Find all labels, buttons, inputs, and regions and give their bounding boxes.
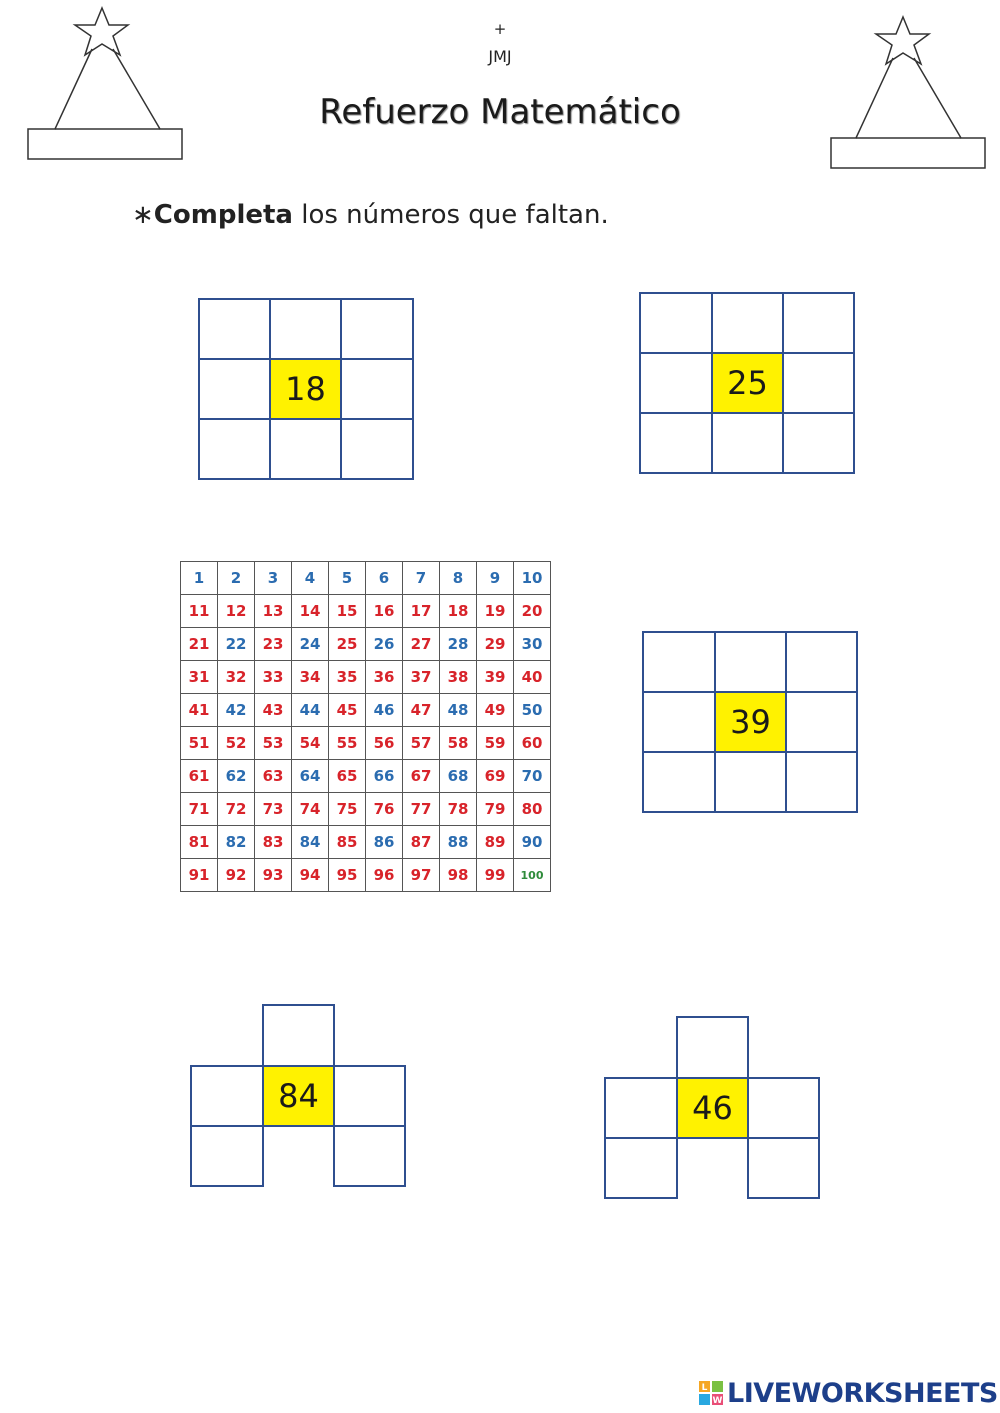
- answer-cell[interactable]: [639, 412, 713, 474]
- hundred-chart-cell: 31: [181, 661, 218, 694]
- hundred-chart-cell: 88: [440, 826, 477, 859]
- hundred-chart-cell: 18: [440, 595, 477, 628]
- initials: JMJ: [488, 47, 512, 66]
- brand-name: LIVEWORKSHEETS: [727, 1377, 998, 1409]
- answer-cell[interactable]: [639, 292, 713, 354]
- hundred-chart-cell: 27: [403, 628, 440, 661]
- hundred-chart-cell: 19: [477, 595, 514, 628]
- hundred-chart-cell: 98: [440, 859, 477, 892]
- hundred-chart-cell: 71: [181, 793, 218, 826]
- hundred-chart-cell: 99: [477, 859, 514, 892]
- hundred-chart-cell: 20: [514, 595, 551, 628]
- answer-cell[interactable]: [269, 298, 342, 360]
- liveworksheets-logo[interactable]: [698, 1376, 998, 1410]
- hundred-chart-cell: 75: [329, 793, 366, 826]
- answer-cell[interactable]: [642, 751, 716, 813]
- hundred-chart-cell: 55: [329, 727, 366, 760]
- hundred-chart-cell: 44: [292, 694, 329, 727]
- hundred-chart-cell: 53: [255, 727, 292, 760]
- answer-cell[interactable]: [340, 298, 414, 360]
- answer-cell[interactable]: [714, 751, 787, 813]
- hundred-chart-row: [181, 793, 551, 826]
- hundred-chart-cell: 33: [255, 661, 292, 694]
- hundred-chart-cell: 23: [255, 628, 292, 661]
- answer-cell[interactable]: [714, 631, 787, 693]
- hundred-chart-cell: 68: [440, 760, 477, 793]
- hundred-chart-cell: 49: [477, 694, 514, 727]
- hundred-chart-cell: 4: [292, 562, 329, 595]
- hundred-chart-cell: 45: [329, 694, 366, 727]
- answer-cell[interactable]: [747, 1137, 820, 1199]
- hundred-chart-cell: 40: [514, 661, 551, 694]
- answer-cell[interactable]: [782, 292, 855, 354]
- hundred-chart-row: [181, 694, 551, 727]
- cross-symbol: +: [493, 20, 507, 38]
- hundred-chart-cell: 78: [440, 793, 477, 826]
- hundred-chart-cell: 87: [403, 826, 440, 859]
- given-number-cell: 25: [711, 352, 784, 414]
- answer-cell[interactable]: [604, 1137, 678, 1199]
- answer-cell[interactable]: [198, 358, 271, 420]
- answer-cell[interactable]: [340, 358, 414, 420]
- hundred-chart-cell: 76: [366, 793, 403, 826]
- answer-cell[interactable]: [785, 631, 858, 693]
- hundred-chart-cell: 5: [329, 562, 366, 595]
- hundred-chart-cell: 62: [218, 760, 255, 793]
- hundred-chart-cell: 34: [292, 661, 329, 694]
- hundred-chart-cell: 97: [403, 859, 440, 892]
- hundred-chart-cell: 84: [292, 826, 329, 859]
- instruction-bold: Completa: [153, 200, 293, 230]
- hundred-chart-cell: 14: [292, 595, 329, 628]
- answer-cell[interactable]: [190, 1125, 264, 1187]
- answer-cell[interactable]: [269, 418, 342, 480]
- hundred-chart-cell: 29: [477, 628, 514, 661]
- hundred-chart-cell: 37: [403, 661, 440, 694]
- hundred-chart-cell: 58: [440, 727, 477, 760]
- hundred-chart-cell: 54: [292, 727, 329, 760]
- hundred-chart-cell: 77: [403, 793, 440, 826]
- answer-cell[interactable]: [333, 1065, 406, 1127]
- hundred-chart-cell: 17: [403, 595, 440, 628]
- hundred-chart-cell: 72: [218, 793, 255, 826]
- answer-cell[interactable]: [711, 412, 784, 474]
- hundred-chart-cell: 61: [181, 760, 218, 793]
- hundred-chart-row: [181, 661, 551, 694]
- hundred-chart-cell: 96: [366, 859, 403, 892]
- hundred-chart-cell: 89: [477, 826, 514, 859]
- hundred-chart-cell: 46: [366, 694, 403, 727]
- hundred-chart-cell: 32: [218, 661, 255, 694]
- hundred-chart-cell: 94: [292, 859, 329, 892]
- hundred-chart-cell: 69: [477, 760, 514, 793]
- hundred-chart-cell: 36: [366, 661, 403, 694]
- given-number-cell: 84: [262, 1065, 335, 1127]
- answer-cell[interactable]: [262, 1004, 335, 1067]
- page-title: Refuerzo Matemático: [319, 92, 681, 132]
- hundred-chart-cell: 22: [218, 628, 255, 661]
- hundred-chart-cell: 100: [514, 859, 551, 892]
- hundred-chart-cell: 25: [329, 628, 366, 661]
- hundred-chart-cell: 21: [181, 628, 218, 661]
- hundred-chart-row: [181, 760, 551, 793]
- instruction-text: los números que faltan.: [292, 200, 609, 230]
- hundred-chart-cell: 16: [366, 595, 403, 628]
- hundred-chart-cell: 85: [329, 826, 366, 859]
- answer-cell[interactable]: [190, 1065, 264, 1127]
- bullet: ∗: [132, 200, 154, 230]
- hundred-chart-cell: 13: [255, 595, 292, 628]
- logo-letter-w: W: [712, 1396, 723, 1406]
- hundred-chart-cell: 73: [255, 793, 292, 826]
- hundred-chart-cell: 47: [403, 694, 440, 727]
- hundred-chart-cell: 12: [218, 595, 255, 628]
- answer-cell[interactable]: [639, 352, 713, 414]
- hundred-chart-cell: 82: [218, 826, 255, 859]
- given-number-cell: 46: [676, 1077, 749, 1139]
- hundred-chart-cell: 86: [366, 826, 403, 859]
- answer-cell[interactable]: [642, 631, 716, 693]
- hundred-chart-cell: 42: [218, 694, 255, 727]
- hundred-chart-cell: 52: [218, 727, 255, 760]
- hundred-chart-cell: 26: [366, 628, 403, 661]
- hundred-chart-cell: 15: [329, 595, 366, 628]
- hundred-chart-cell: 7: [403, 562, 440, 595]
- hundred-chart-cell: 9: [477, 562, 514, 595]
- hundred-chart: [180, 561, 551, 892]
- answer-cell[interactable]: [785, 751, 858, 813]
- hundred-chart-cell: 35: [329, 661, 366, 694]
- hundred-chart-cell: 24: [292, 628, 329, 661]
- hundred-chart-row: [181, 826, 551, 859]
- hundred-chart-cell: 60: [514, 727, 551, 760]
- hundred-chart-cell: 74: [292, 793, 329, 826]
- hundred-chart-row: [181, 595, 551, 628]
- hundred-chart-cell: 41: [181, 694, 218, 727]
- hundred-chart-cell: 39: [477, 661, 514, 694]
- hundred-chart-cell: 57: [403, 727, 440, 760]
- hundred-chart-cell: 51: [181, 727, 218, 760]
- hundred-chart-cell: 10: [514, 562, 551, 595]
- hundred-chart-cell: 95: [329, 859, 366, 892]
- hundred-chart-cell: 38: [440, 661, 477, 694]
- hundred-chart-cell: 2: [218, 562, 255, 595]
- hundred-chart-cell: 83: [255, 826, 292, 859]
- answer-cell[interactable]: [642, 691, 716, 753]
- instruction: [132, 200, 609, 230]
- hundred-chart-cell: 11: [181, 595, 218, 628]
- answer-cell[interactable]: [782, 352, 855, 414]
- answer-cell[interactable]: [198, 298, 271, 360]
- hundred-chart-cell: 90: [514, 826, 551, 859]
- hundred-chart-cell: 1: [181, 562, 218, 595]
- hundred-chart-cell: 43: [255, 694, 292, 727]
- hundred-chart-cell: 65: [329, 760, 366, 793]
- answer-cell[interactable]: [333, 1125, 406, 1187]
- answer-cell[interactable]: [711, 292, 784, 354]
- hundred-chart-row: [181, 727, 551, 760]
- hundred-chart-cell: 59: [477, 727, 514, 760]
- hundred-chart-cell: 48: [440, 694, 477, 727]
- answer-cell[interactable]: [676, 1016, 749, 1079]
- answer-cell[interactable]: [604, 1077, 678, 1139]
- hundred-chart-cell: 81: [181, 826, 218, 859]
- hundred-chart-cell: 66: [366, 760, 403, 793]
- hundred-chart-cell: 50: [514, 694, 551, 727]
- hundred-chart-cell: 6: [366, 562, 403, 595]
- logo-letter-l: L: [701, 1383, 708, 1393]
- hundred-chart-cell: 92: [218, 859, 255, 892]
- hundred-chart-row: [181, 562, 551, 595]
- hundred-chart-cell: 67: [403, 760, 440, 793]
- hundred-chart-cell: 63: [255, 760, 292, 793]
- answer-cell[interactable]: [747, 1077, 820, 1139]
- given-number-cell: 39: [714, 691, 787, 753]
- hundred-chart-cell: 80: [514, 793, 551, 826]
- answer-cell[interactable]: [340, 418, 414, 480]
- hundred-chart-cell: 64: [292, 760, 329, 793]
- liveworksheets-logo-icon: [698, 1380, 724, 1406]
- hundred-chart-cell: 3: [255, 562, 292, 595]
- hundred-chart-row: [181, 859, 551, 892]
- hundred-chart-cell: 91: [181, 859, 218, 892]
- answer-cell[interactable]: [782, 412, 855, 474]
- hundred-chart-cell: 79: [477, 793, 514, 826]
- hundred-chart-cell: 70: [514, 760, 551, 793]
- hundred-chart-cell: 30: [514, 628, 551, 661]
- hundred-chart-row: [181, 628, 551, 661]
- answer-cell[interactable]: [785, 691, 858, 753]
- hundred-chart-cell: 56: [366, 727, 403, 760]
- hundred-chart-cell: 8: [440, 562, 477, 595]
- given-number-cell: 18: [269, 358, 342, 420]
- hundred-chart-cell: 28: [440, 628, 477, 661]
- answer-cell[interactable]: [198, 418, 271, 480]
- hundred-chart-cell: 93: [255, 859, 292, 892]
